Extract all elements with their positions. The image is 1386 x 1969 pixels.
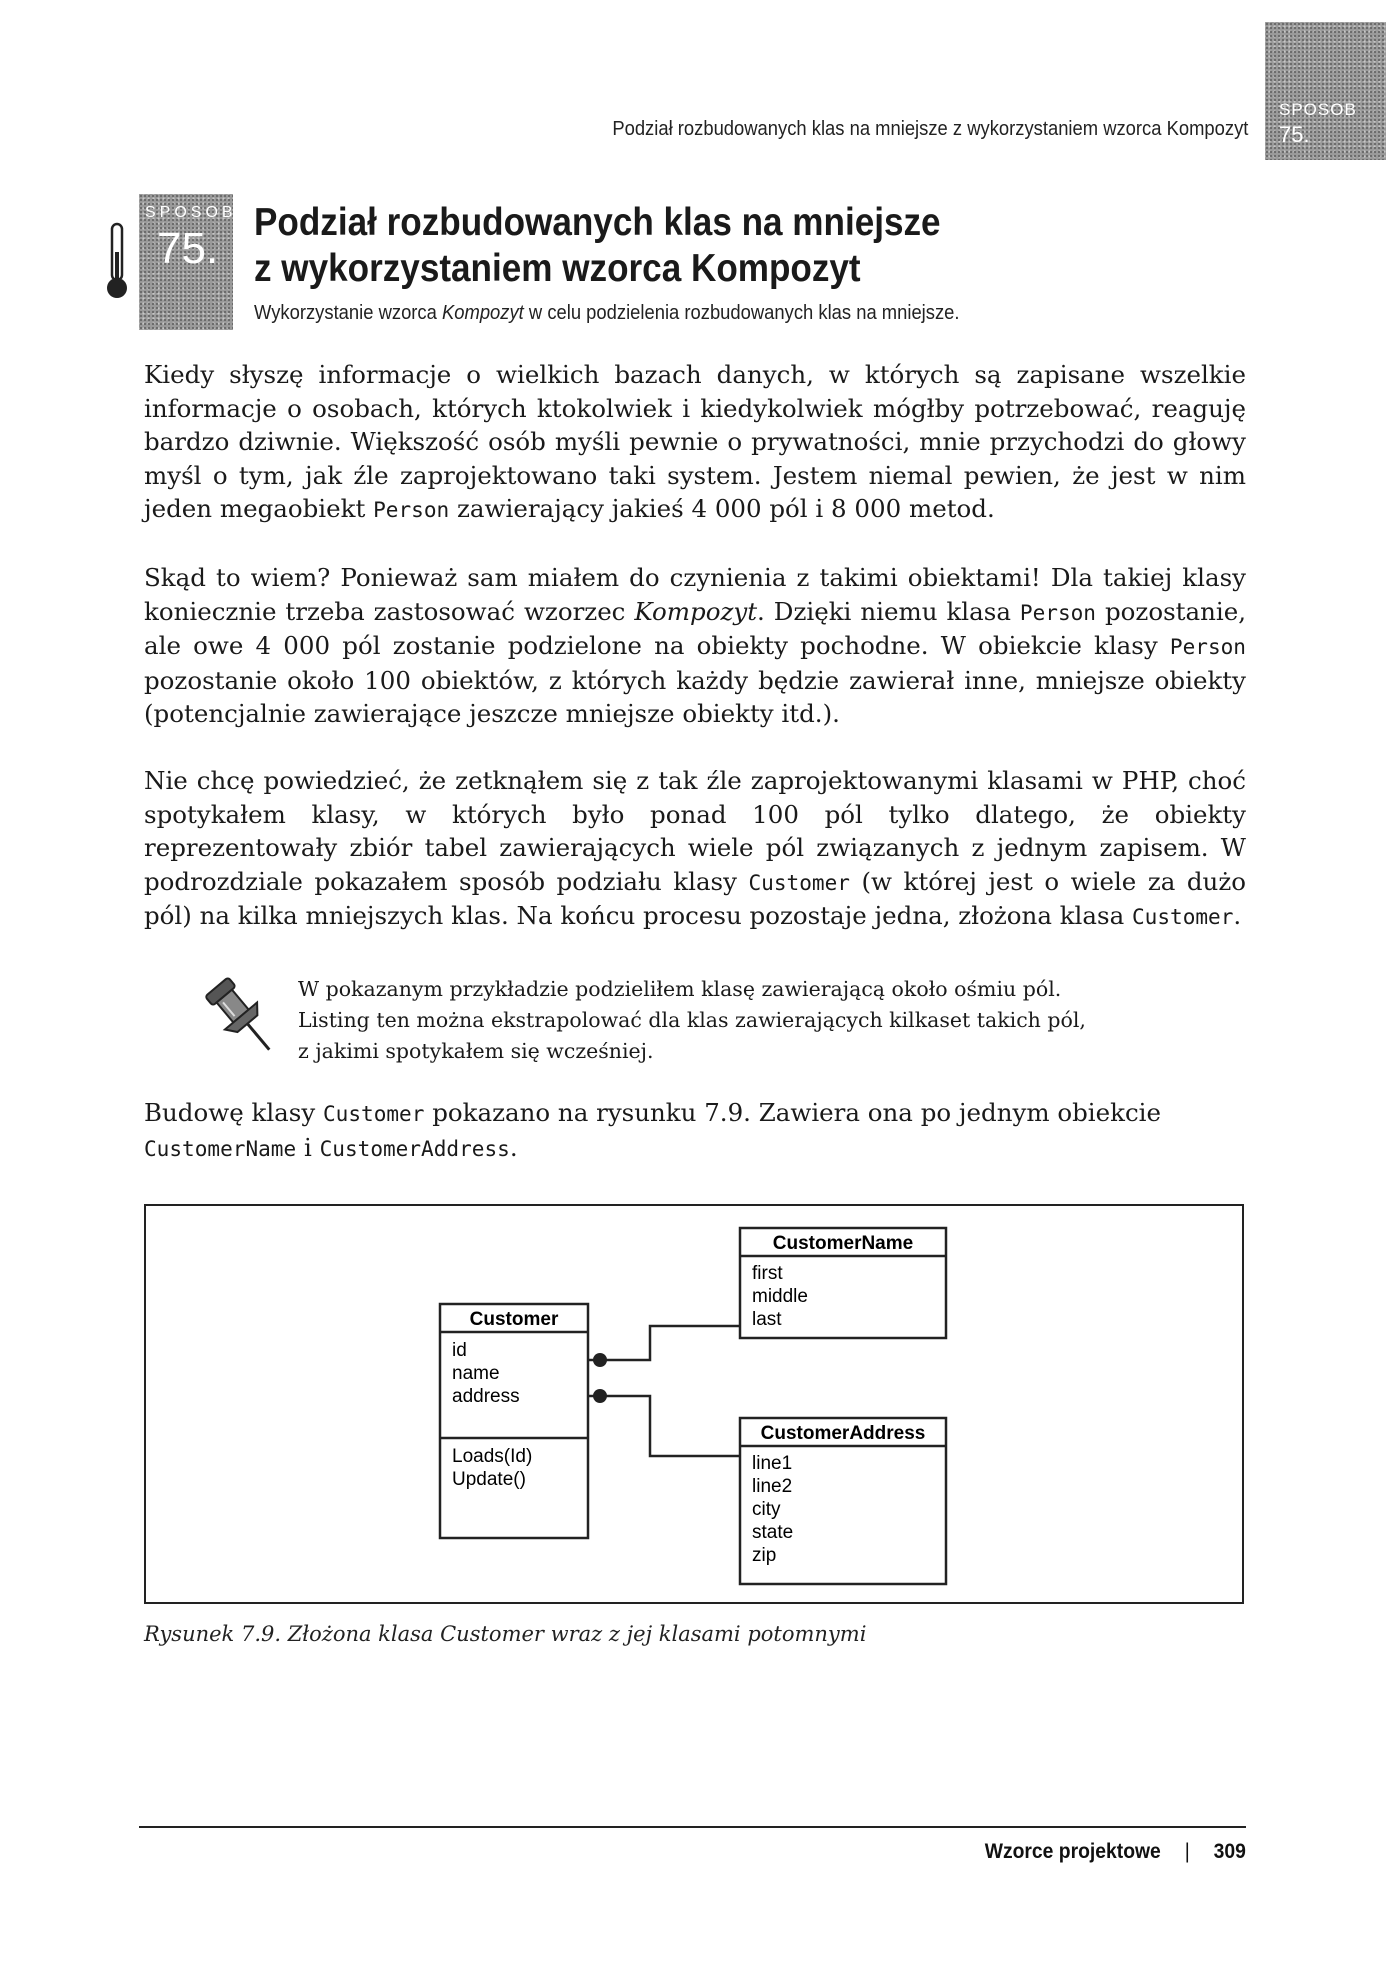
uml-class-diagram: [146, 1206, 1242, 1602]
note-text: [298, 974, 1198, 1067]
p1-text-a: Kiedy słyszę informacje o wielkich bazach danych, w których są zapisane wszelkie informacje o osobach, których ktokolwiek i kiedykolwiek mógłby potrzebować, reaguję bardzo dziwnie. Większość osób myśli pewnie o prywatności, mnie przychodzi do głowy myśl o tym, jak źle zaprojektowano taki system. Jestem niemal pewien, że jest w nim jeden megaobiekt: [144, 360, 1246, 524]
customer-class-name: Customer: [469, 1309, 559, 1330]
paragraph-2: [144, 561, 1246, 731]
customeraddress-attr-state: state: [752, 1522, 794, 1543]
section-subtitle: [254, 302, 960, 325]
customer-method-update: Update(): [452, 1469, 526, 1490]
paragraph-3: [144, 764, 1246, 934]
customername-attr-middle: middle: [752, 1286, 808, 1307]
subtitle-emphasis: Kompozyt: [441, 302, 524, 324]
page-footer: [985, 1840, 1246, 1864]
p4-text-a: Budowę klasy: [144, 1098, 323, 1127]
p3-text-a: Nie chcę powiedzieć, że zetknąłem się z tak źle zaprojektowanymi klasami w PHP, choć spotykałem klasy, w których było ponad 100 pól tylko dlatego, że obiekty reprezentowały zbiór tabel zawierających wiele pól związanych z jednym zapisem. W podrozdziale pokazałem sposób podziału klasy: [144, 766, 1246, 896]
footer-book-title: Wzorce projektowe: [984, 1840, 1161, 1863]
section-badge-number: 75.: [157, 224, 219, 273]
p2-text-c: pozostanie, ale owe 4 000 pól zostanie podzielone na obiekty pochodne. W obiekcie klasy: [144, 596, 1246, 661]
customer-attr-id: id: [452, 1340, 467, 1361]
paragraph-1: [144, 358, 1246, 527]
composition-connector-name: [588, 1326, 740, 1367]
section-title-line2: z wykorzystaniem wzorca Kompozyt: [254, 247, 861, 290]
customer-attr-address: address: [452, 1386, 520, 1407]
customeraddress-class-name: CustomerAddress: [760, 1423, 926, 1444]
customername-class-box: [740, 1228, 946, 1338]
composition-diamond-address: [593, 1389, 607, 1403]
customer-attr-name: name: [452, 1363, 500, 1384]
section-badge-label: SPOSOB: [145, 204, 237, 221]
p4-text-b: pokazano na rysunku 7.9. Zawiera ona po jednym obiekcie: [424, 1098, 1162, 1127]
composition-diamond-name: [593, 1353, 607, 1367]
figure-caption: Rysunek 7.9. Złożona klasa Customer wraz z jej klasami potomnymi: [144, 1622, 867, 1646]
section-badge: [139, 194, 237, 330]
figure-frame: [144, 1204, 1244, 1604]
p1-text-b: zawierający jakieś 4 000 pól i 8 000 metod.: [449, 494, 995, 524]
customeraddress-attr-city: city: [752, 1499, 781, 1520]
p3-code-2: Customer: [1131, 904, 1234, 930]
p1-code: Person: [373, 497, 450, 523]
running-header: Podział rozbudowanych klas na mniejsze z wykorzystaniem wzorca Kompozyt: [611, 118, 1248, 140]
p2-code-2: Person: [1169, 634, 1246, 660]
subtitle-post: w celu podzielenia rozbudowanych klas na mniejsze.: [523, 302, 960, 324]
p4-code-1: Customer: [322, 1101, 425, 1126]
customer-method-loads: Loads(Id): [452, 1446, 533, 1467]
thermometer-icon: [104, 222, 130, 302]
p4-code-2: CustomerName: [144, 1135, 297, 1161]
customer-class-box: [440, 1304, 588, 1538]
customeraddress-attr-line1: line1: [752, 1453, 793, 1474]
p2-text-b: . Dzięki niemu klasa: [757, 596, 1020, 626]
p4-text-c: i: [296, 1132, 320, 1162]
p2-text-a: Skąd to wiem? Ponieważ sam miałem do czynienia z takimi obiektami! Dla takiej klasy koniecznie trzeba zastosować wzorzec: [144, 563, 1246, 626]
p2-text-d: pozostanie około 100 obiektów, z których każdy będzie zawierał inne, mniejsze obiekty (potencjalnie zawierające jeszcze mniejsze obiekty itd.).: [144, 665, 1246, 729]
corner-badge-label: SPOSOB: [1279, 100, 1357, 119]
p3-code-1: Customer: [748, 869, 850, 895]
customername-class-name: CustomerName: [772, 1233, 914, 1254]
section-title: [254, 200, 974, 292]
pushpin-icon: [196, 970, 286, 1062]
corner-chapter-badge: [1265, 22, 1386, 160]
paragraph-4: [144, 1096, 1246, 1165]
page-number: 309: [1213, 1840, 1246, 1863]
note-line-1: W pokazanym przykładzie podzieliłem klasę zawierającą około ośmiu pól.: [298, 977, 1062, 1001]
p3-text-c: .: [1233, 901, 1242, 931]
customeraddress-attr-line2: line2: [752, 1476, 793, 1497]
customeraddress-attr-zip: zip: [752, 1545, 777, 1566]
footer-separator: |: [1184, 1840, 1190, 1863]
corner-badge-number: 75.: [1279, 122, 1310, 147]
section-title-line1: Podział rozbudowanych klas na mniejsze: [254, 201, 941, 244]
composition-connector-address: [588, 1389, 740, 1456]
p2-emphasis: Kompozyt: [634, 596, 758, 626]
note-line-2: Listing ten można ekstrapolować dla klas zawierających kilkaset takich pól,: [298, 1008, 1086, 1032]
p4-code-3: CustomerAddress: [319, 1135, 510, 1161]
customeraddress-class-box: [740, 1418, 946, 1584]
subtitle-pre: Wykorzystanie wzorca: [254, 302, 442, 324]
p3-text-b: (w której jest o wiele za dużo pól) na kilka mniejszych klas. Na końcu procesu pozostaje jedna, złożona klasa: [144, 866, 1246, 931]
note-line-3: z jakimi spotykałem się wcześniej.: [298, 1039, 654, 1063]
footer-rule: [139, 1826, 1246, 1828]
p2-code-1: Person: [1019, 599, 1096, 625]
customername-attr-first: first: [752, 1263, 783, 1284]
customername-attr-last: last: [752, 1309, 782, 1330]
p4-text-d: .: [509, 1132, 518, 1162]
